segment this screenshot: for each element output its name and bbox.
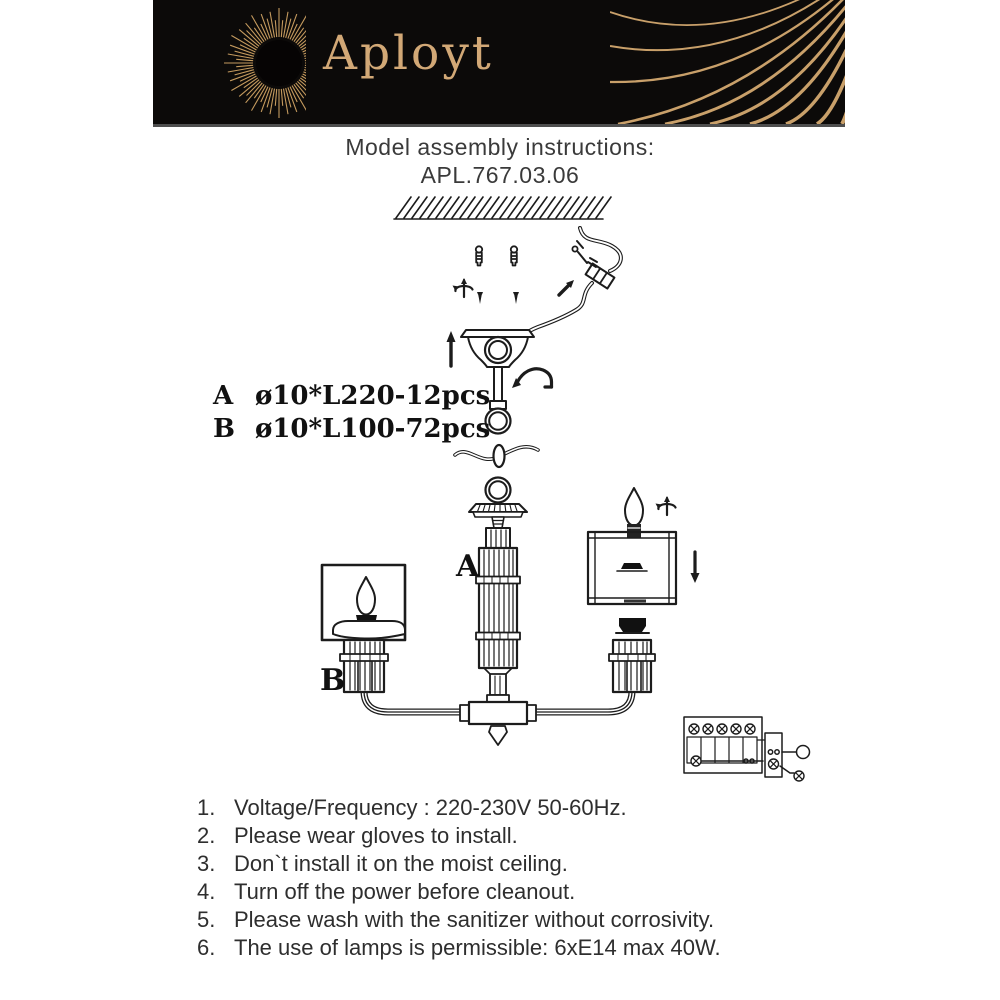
center-column [476, 548, 520, 695]
instruction-item [197, 850, 721, 878]
instruction-text: Please wash with the sanitizer without corrosivity. [234, 907, 715, 932]
instruction-text: Voltage/Frequency : 220-230V 50-60Hz. [234, 795, 627, 820]
wall-anchor-icon [476, 246, 482, 265]
arrow-to-connector [559, 280, 574, 295]
instruction-text: Please wear gloves to install. [234, 823, 518, 848]
right-socket-cap [619, 618, 646, 632]
exploded-shade [588, 488, 700, 604]
right-arm-assembly [609, 618, 655, 692]
instruction-item [197, 906, 721, 934]
ceiling-hatch [394, 197, 611, 219]
part-a-label: A [213, 381, 234, 411]
instruction-number: 4. [197, 879, 216, 904]
part-b-label: B [213, 414, 235, 444]
part-row-b [213, 413, 490, 446]
center-hub [460, 695, 536, 745]
diagram-label-a: A [456, 549, 480, 584]
top-bobeche [469, 504, 527, 548]
instruction-text: Don`t install it on the moist ceiling. [234, 851, 568, 876]
instructions-list [197, 794, 721, 962]
instruction-item [197, 878, 721, 906]
model-number: APL.767.03.06 [420, 162, 580, 188]
rotate-symbol-icon [453, 278, 473, 297]
screw-icon [477, 292, 483, 304]
diagram-label-b: B [320, 663, 346, 698]
instruction-text: Turn off the power before cleanout. [234, 879, 576, 904]
part-b-spec: ø10*L100-72pcs [255, 414, 491, 444]
instruction-item [197, 794, 721, 822]
wall-anchor-icon [511, 246, 517, 265]
candle-bulb-icon [625, 488, 643, 526]
arrow-down [691, 552, 700, 583]
arrow-up [447, 331, 456, 366]
ceiling-canopy [461, 330, 534, 367]
hook-arrow [512, 369, 552, 388]
screw-icon [513, 292, 519, 304]
power-wire [527, 228, 621, 333]
brand-logo-text: Aployt [323, 26, 494, 81]
instruction-number: 5. [197, 907, 216, 932]
part-a-spec: ø10*L220-12pcs [255, 381, 491, 411]
part-row-a [213, 380, 490, 413]
instruction-number: 6. [197, 935, 216, 960]
instruction-item [197, 934, 721, 962]
instruction-number: 1. [197, 795, 216, 820]
rotate-symbol-icon [656, 496, 676, 515]
instruction-number: 3. [197, 851, 216, 876]
finial [489, 726, 507, 745]
parts-legend [213, 380, 490, 446]
terminal-block-diagram [684, 717, 810, 781]
instruction-text: The use of lamps is permissible: 6xE14 max 40W. [234, 935, 721, 960]
instruction-item [197, 822, 721, 850]
page-title: Model assembly instructions: [345, 134, 655, 160]
instruction-number: 2. [197, 823, 216, 848]
